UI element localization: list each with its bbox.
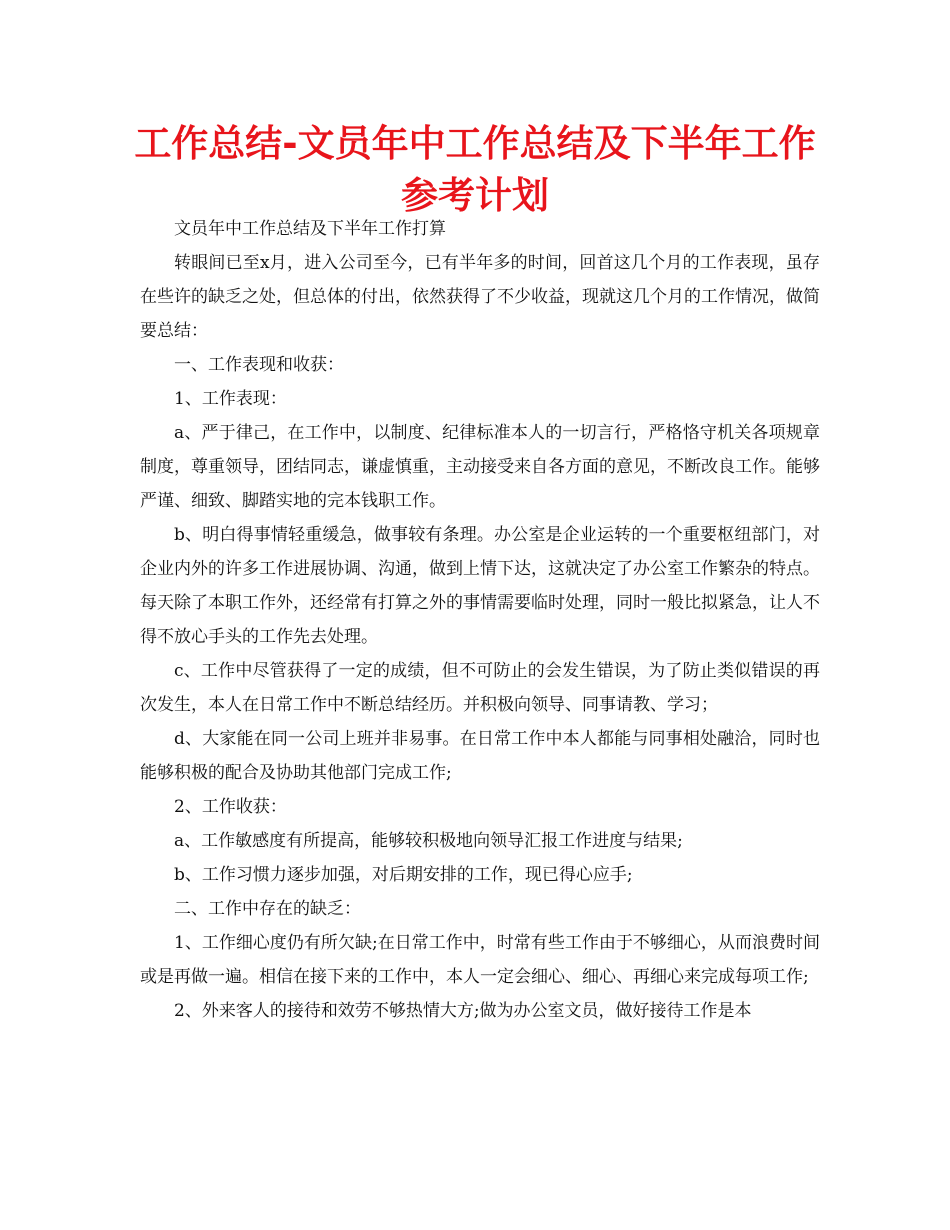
document-title xyxy=(100,118,850,222)
paragraph: a、工作敏感度有所提高，能够较积极地向领导汇报工作进度与结果; xyxy=(174,831,683,851)
paragraph: 二、工作中存在的缺乏： xyxy=(174,899,361,919)
paragraph: 2、工作收获： xyxy=(174,797,287,817)
paragraph: 1、工作表现： xyxy=(174,389,287,409)
paragraph: 文员年中工作总结及下半年工作打算 xyxy=(174,219,446,239)
paragraph: 一、工作表现和收获： xyxy=(174,355,344,375)
paragraph: 2、外来客人的接待和效劳不够热情大方;做为办公室文员，做好接待工作是本 xyxy=(174,1001,752,1021)
paragraph: d、大家能在同一公司上班并非易事。在日常工作中本人都能与同事相处融洽，同时也能够积极的配合及协助其他部门完成工作; xyxy=(140,729,820,783)
paragraph: b、明白得事情轻重缓急，做事较有条理。办公室是企业运转的一个重要枢纽部门，对企业内外的许多工作进展协调、沟通，做到上情下达，这就决定了办公室工作繁杂的特点。每天除了本职工作外，还经常有打算之外的事情需要临时处理，同时一般比拟紧急，让人不得不放心手头的工作先去处理。 xyxy=(140,525,820,647)
paragraph: 1、工作细心度仍有所欠缺;在日常工作中，时常有些工作由于不够细心，从而浪费时间或是再做一遍。相信在接下来的工作中，本人一定会细心、细心、再细心来完成每项工作; xyxy=(140,933,820,987)
title-line-2: 参考计划 xyxy=(401,174,549,217)
document-body xyxy=(140,212,820,1028)
paragraph: c、工作中尽管获得了一定的成绩，但不可防止的会发生错误，为了防止类似错误的再次发生，本人在日常工作中不断总结经历。并积极向领导、同事请教、学习； xyxy=(140,661,820,715)
paragraph: a、严于律己，在工作中，以制度、纪律标准本人的一切言行，严格恪守机关各项规章制度，尊重领导，团结同志，谦虚慎重，主动接受来自各方面的意见，不断改良工作。能够严谨、细致、脚踏实地的完本钱职工作。 xyxy=(140,423,820,511)
title-line-1: 工作总结-文员年中工作总结及下半年工作 xyxy=(134,122,816,165)
paragraph: b、工作习惯力逐步加强，对后期安排的工作，现已得心应手; xyxy=(174,865,633,885)
paragraph: 转眼间已至x月，进入公司至今，已有半年多的时间，回首这几个月的工作表现，虽存在些许的缺乏之处，但总体的付出，依然获得了不少收益，现就这几个月的工作情况，做简要总结： xyxy=(140,253,820,341)
